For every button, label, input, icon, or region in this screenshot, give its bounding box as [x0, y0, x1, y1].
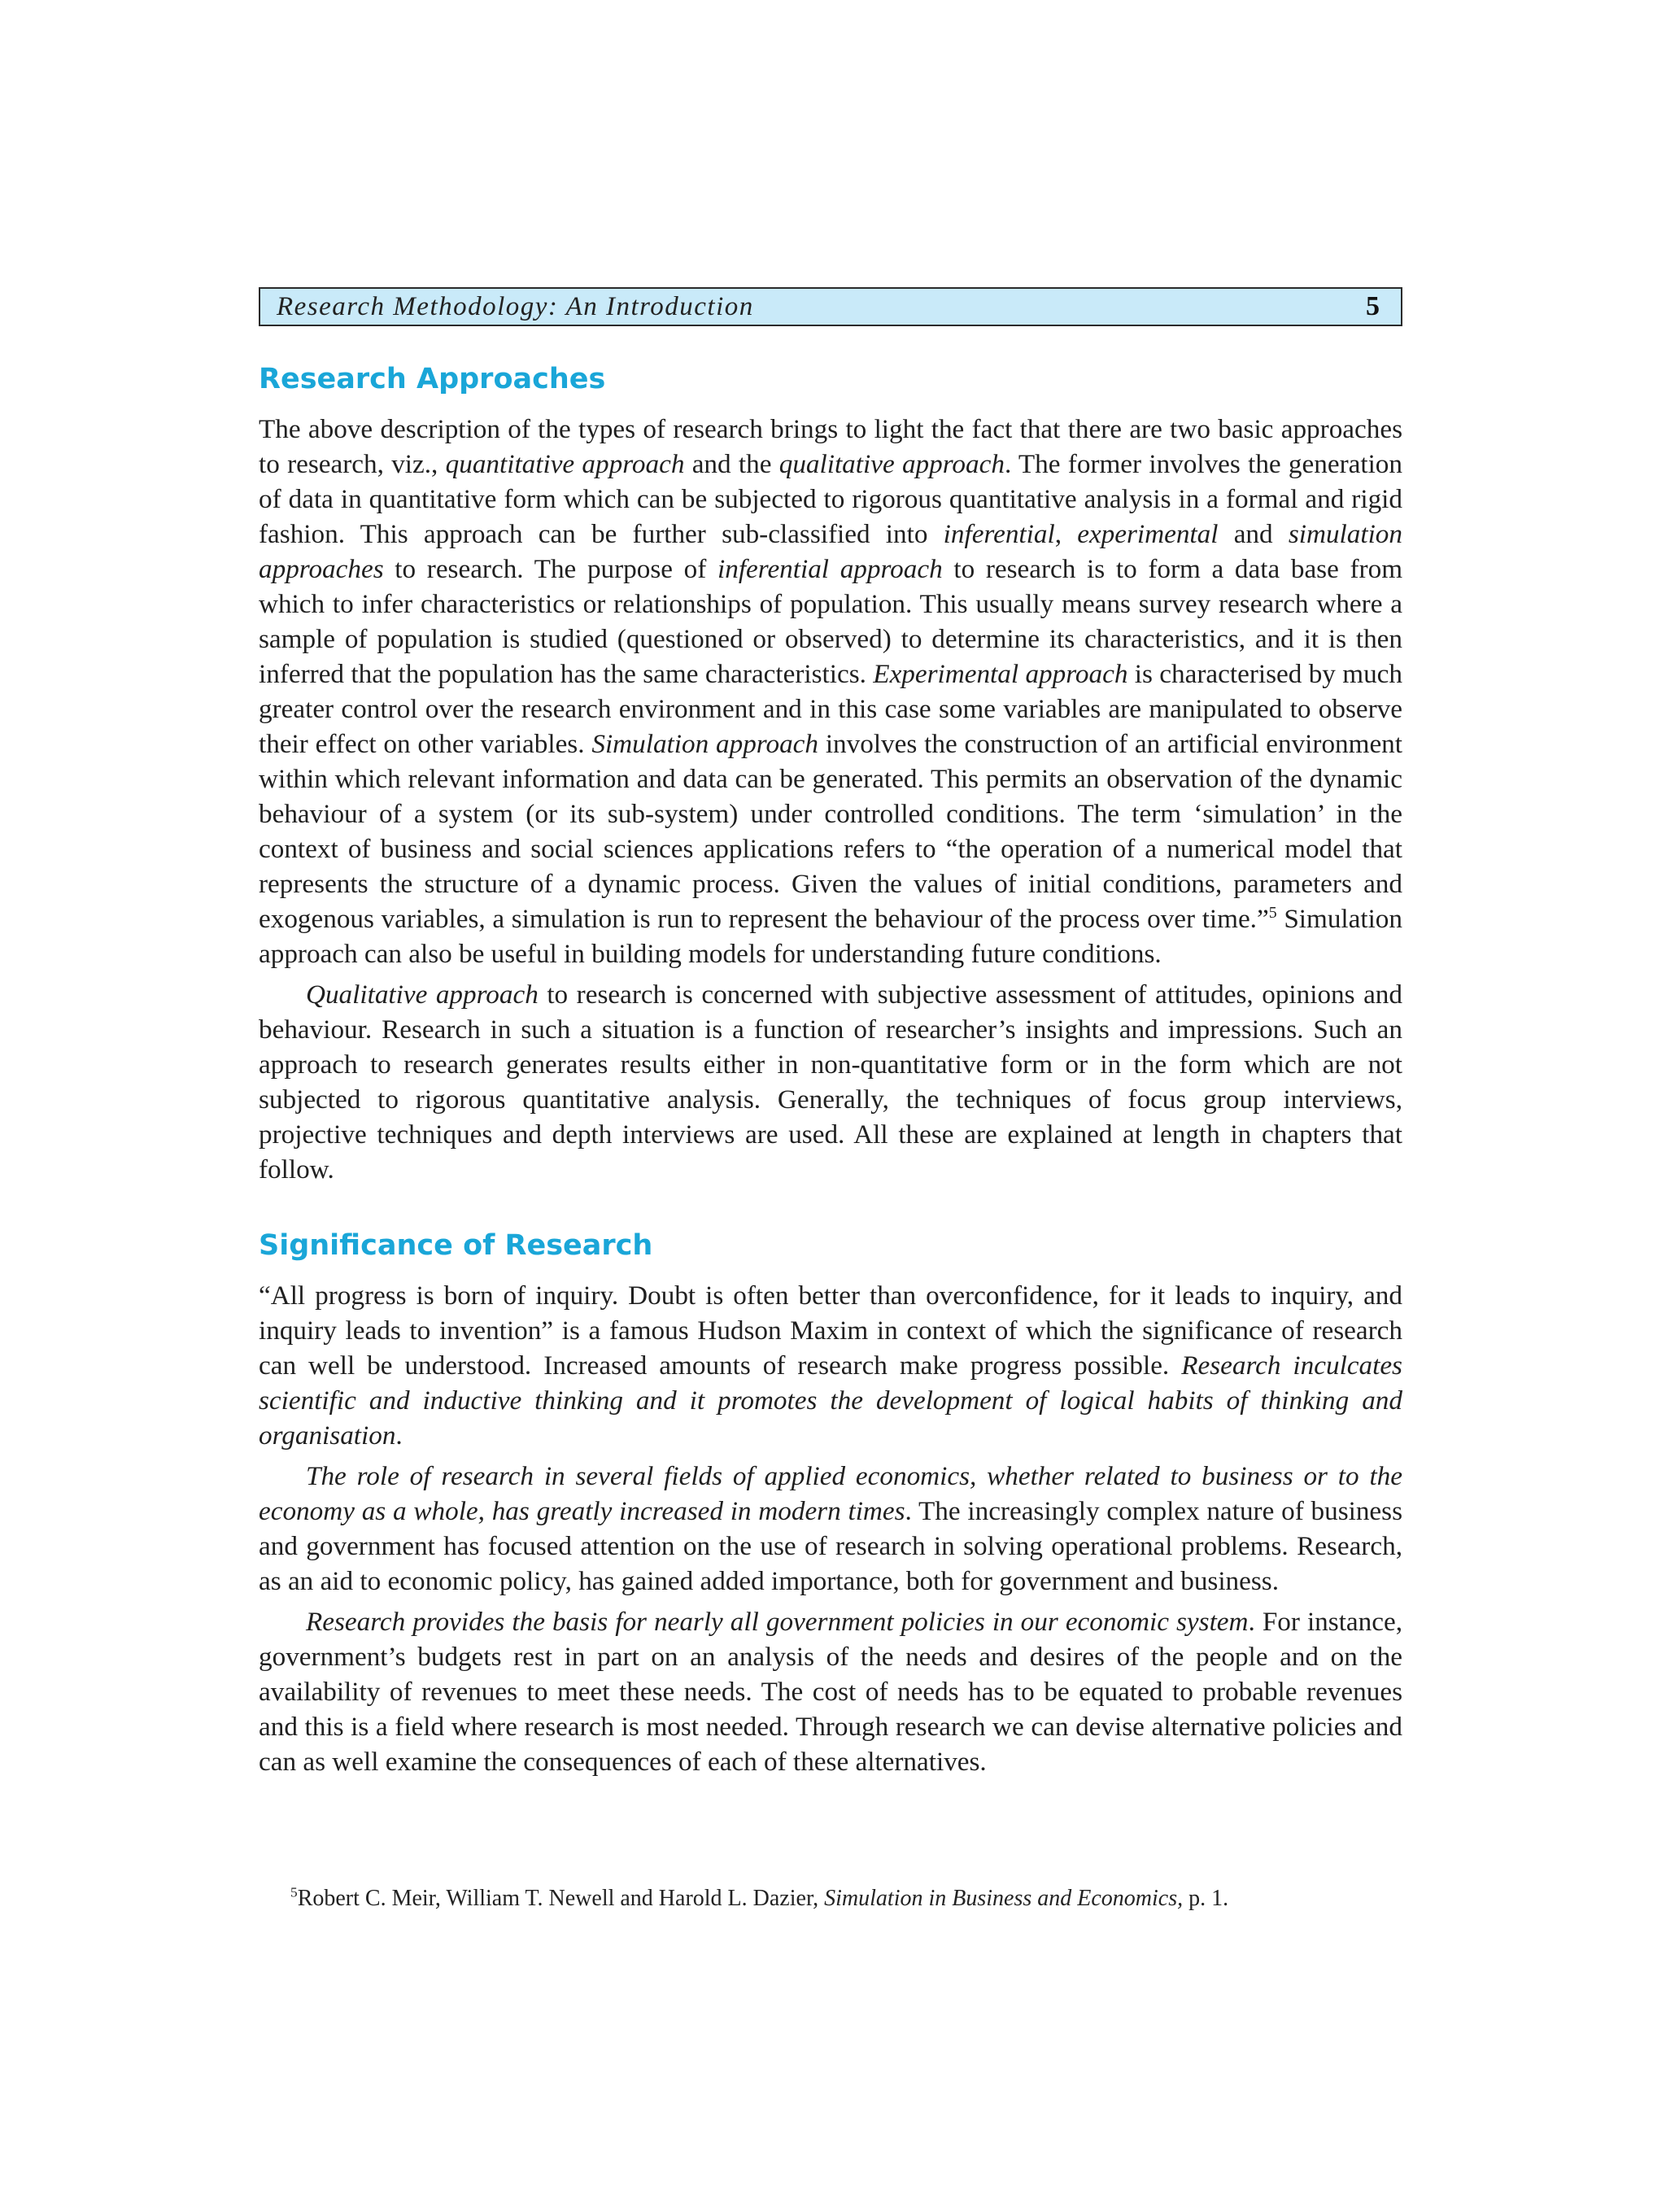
paragraph-significance-1: “All progress is born of inquiry. Doubt is often better than overconfidence, for it leads to inquiry, and inquiry leads to invention” is a famous Hudson Maxim in context of which the significance of research can well be understood. Increased amounts of research make progress possible. Research inculcates scientific and inductive thinking and it promotes the development of logical habits of thinking and organisation.: [259, 1281, 1402, 1451]
page-number: 5: [1366, 291, 1380, 321]
heading-significance-of-research: Significance of Research: [259, 1229, 653, 1262]
paragraph-significance-3: Research provides the basis for nearly all government policies in our economic system. For instance, government’s budgets rest in part on an analysis of the needs and desires of the people and on the availability of revenues to meet these needs. The cost of needs has to be equated to probable revenues and this is a field where research is most needed. Through research we can devise alternative policies and can as well examine the consequences of each of these alternatives.: [259, 1607, 1402, 1777]
running-title: Research Methodology: An Introduction: [277, 291, 754, 321]
running-header: [259, 287, 1402, 326]
footnote-reference: 5: [1268, 903, 1277, 922]
footnote: $^5$Robert C. Meir, William T. Newell and Harold L. Dazier, Simulation in Business and Economics, p. 1.: [290, 1884, 1229, 1911]
main-content: [259, 358, 1402, 1779]
paragraph-approaches-2: Qualitative approach to research is concerned with subjective assessment of attitudes, opinions and behaviour. Research in such a situation is a function of researcher’s insights and impressions. Such an approach to research generates results either in non-quantitative form or in the form which are not subjected to rigorous quantitative analysis. Generally, the techniques of focus group interviews, projective techniques and depth interviews are used. All these are explained at length in chapters that follow.: [259, 979, 1402, 1185]
footnote-number: 5: [290, 1884, 298, 1900]
paragraph-significance-2: The role of research in several fields of applied economics, whether related to business or to the economy as a whole, has greatly increased in modern times. The increasingly complex nature of business and government has focused attention on the use of research in solving operational problems. Research, as an aid to economic policy, has gained added importance, both for government and business.: [259, 1461, 1402, 1596]
heading-research-approaches: Research Approaches: [259, 363, 606, 395]
paragraph-approaches-1: The above description of the types of research brings to light the fact that there are two basic approaches to research, viz., quantitative approach and the qualitative approach. The former involves the generation of data in quantitative form which can be subjected to rigorous quantitative analysis in a formal and rigid fashion. This approach can be further sub-classified into inferential, experimental and simulation approaches to research. The purpose of inferential approach to research is to form a data base from which to infer characteristics or relationships of population. This usually means survey research where a sample of population is studied (questioned or observed) to determine its characteristics, and it is then inferred that the population has the same characteristics. Experimental approach is characterised by much greater control over the research environment and in this case some variables are manipulated to observe their effect on other variables. Simulation approach involves the construction of an artificial environment within which relevant information and data can be generated. This permits an observation of the dynamic behaviour of a system (or its sub-system) under controlled conditions. The term ‘simulation’ in the context of business and social sciences applications refers to “the operation of a numerical model that represents the structure of a dynamic process. Given the values of initial conditions, parameters and exogenous variables, a simulation is run to represent the behaviour of the process over time.”$^5$ Simulation approach can also be useful in building models for understanding future conditions.: [259, 414, 1403, 969]
